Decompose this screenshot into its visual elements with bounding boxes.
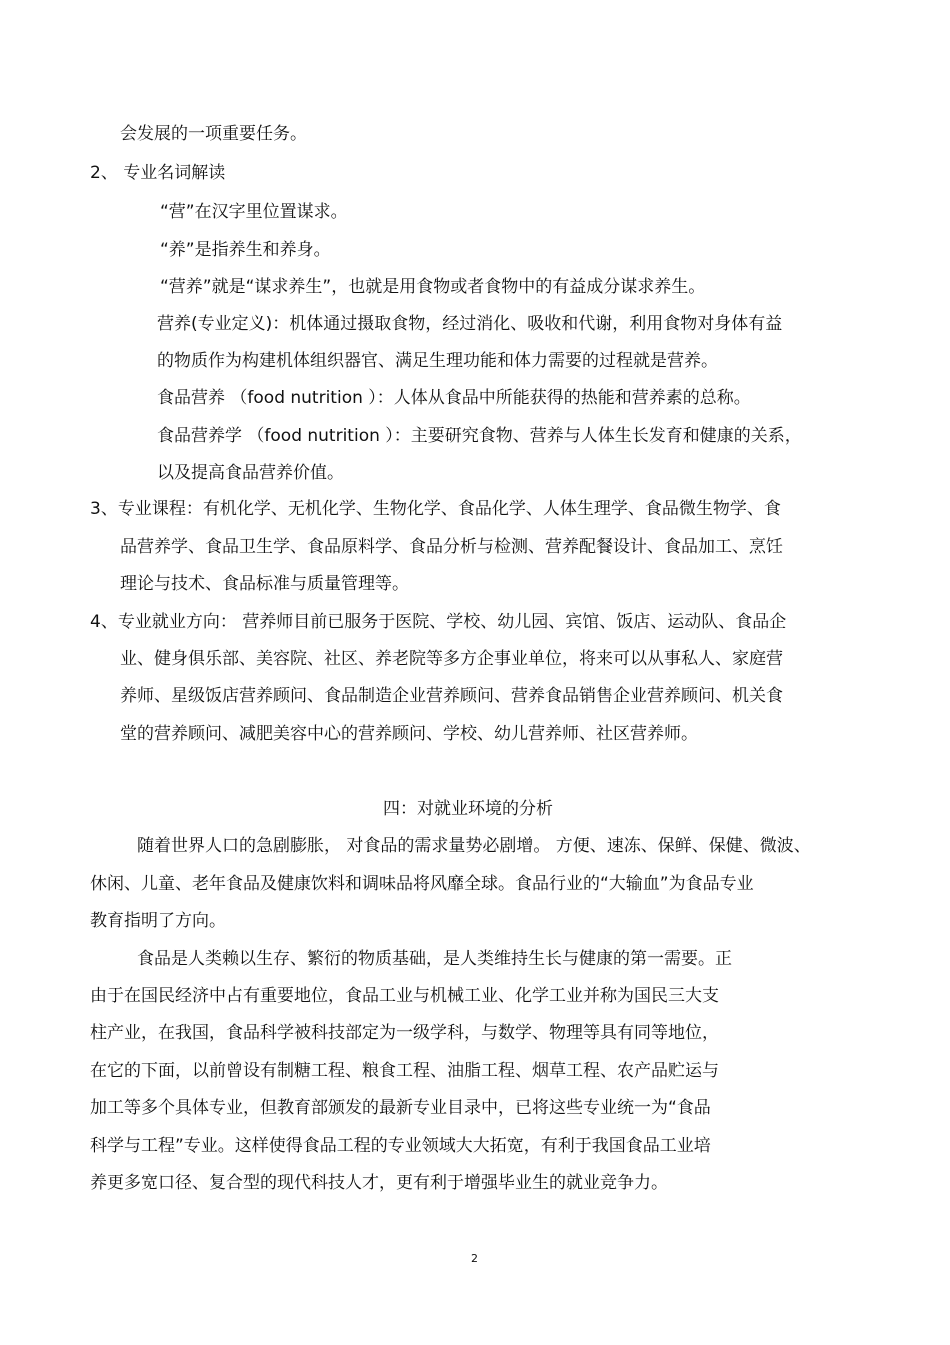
text-line: 食品是人类赖以生存、繁衍的物质基础，是人类维持生长与健康的第一需要。正 <box>137 949 732 969</box>
text-line: 养更多宽口径、复合型的现代科技人才，更有利于增强毕业生的就业竞争力。 <box>90 1173 668 1193</box>
text-line: 加工等多个具体专业，但教育部颁发的最新专业目录中，已将这些专业统一为“食品 <box>90 1098 711 1118</box>
text-line: 由于在国民经济中占有重要地位，食品工业与机械工业、化学工业并称为国民三大支 <box>90 986 719 1006</box>
text-line: 食品营养 （food nutrition ）：人体从食品中所能获得的热能和营养素的总称。 <box>157 388 751 408</box>
chapter-heading: 四：对就业环境的分析 <box>383 799 553 819</box>
text-line: “养”是指养生和养身。 <box>160 240 331 260</box>
text-line: 食品营养学 （food nutrition ）：主要研究食物、营养与人体生长发育和健康的关系， <box>157 426 802 446</box>
text-line: 业、健身俱乐部、美容院、社区、养老院等多方企事业单位，将来可以从事私人、家庭营 <box>120 649 783 669</box>
text-line: 柱产业，在我国，食品科学被科技部定为一级学科，与数学、物理等具有同等地位， <box>90 1023 719 1043</box>
text-line: 营养(专业定义)：机体通过摄取食物，经过消化、吸收和代谢，利用食物对身体有益 <box>157 314 783 334</box>
section-heading: 3、专业课程：有机化学、无机化学、生物化学、食品化学、人体生理学、食品微生物学、食 <box>90 499 781 519</box>
text-line: “营养”就是“谋求养生”，也就是用食物或者食物中的有益成分谋求养生。 <box>160 277 706 297</box>
text-line: 教育指明了方向。 <box>90 911 226 931</box>
text-line: 会发展的一项重要任务。 <box>120 124 307 144</box>
text-line: 品营养学、食品卫生学、食品原料学、食品分析与检测、营养配餐设计、食品加工、烹饪 <box>120 537 783 557</box>
section-heading: 2、 专业名词解读 <box>90 163 226 183</box>
text-line: 休闲、儿童、老年食品及健康饮料和调味品将风靡全球。食品行业的“大输血”为食品专业 <box>90 874 754 894</box>
text-line: 的物质作为构建机体组织器官、满足生理功能和体力需要的过程就是营养。 <box>157 351 718 371</box>
text-line: 在它的下面，以前曾设有制糖工程、粮食工程、油脂工程、烟草工程、农产品贮运与 <box>90 1061 719 1081</box>
section-heading: 4、专业就业方向： 营养师目前已服务于医院、学校、幼儿园、宾馆、饭店、运动队、食品企 <box>90 612 787 632</box>
text-line: 养师、星级饭店营养顾问、食品制造企业营养顾问、营养食品销售企业营养顾问、机关食 <box>120 686 783 706</box>
text-line: 堂的营养顾问、减肥美容中心的营养顾问、学校、幼儿营养师、社区营养师。 <box>120 724 698 744</box>
text-line: 以及提高食品营养价值。 <box>157 463 344 483</box>
text-line: 科学与工程”专业。这样使得食品工程的专业领域大大拓宽，有利于我国食品工业培 <box>90 1136 711 1156</box>
text-line: 理论与技术、食品标准与质量管理等。 <box>120 574 409 594</box>
page-number: 2 <box>471 1252 478 1265</box>
text-line: “营”在汉字里位置谋求。 <box>160 202 348 222</box>
text-line: 随着世界人口的急剧膨胀， 对食品的需求量势必剧增。 方便、速冻、保鲜、保健、微波、 <box>137 836 811 856</box>
